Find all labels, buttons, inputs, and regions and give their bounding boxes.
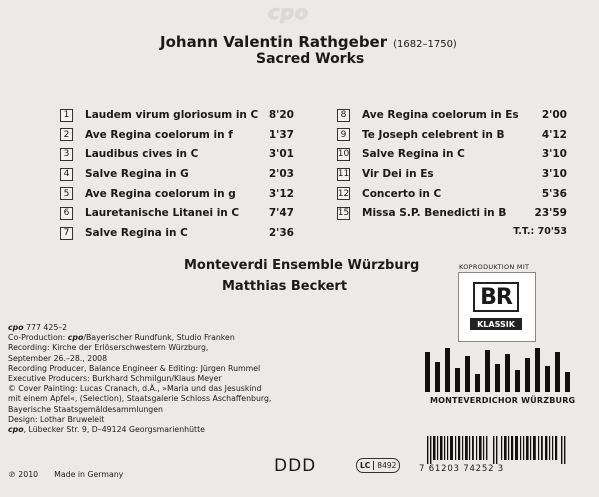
recording-date: September 26.–28., 2008 [8, 353, 108, 363]
track-duration: 2'00 [541, 109, 567, 121]
ensemble-name: Monteverdi Ensemble Würzburg [184, 258, 420, 273]
monteverdichor-logo [423, 348, 575, 392]
credits-block [8, 323, 328, 435]
track-duration: 23'59 [534, 207, 567, 220]
track-duration: 3'12 [268, 187, 294, 200]
producer-line: Recording Producer, Balance Engineer & Editing: Jürgen Rummel [8, 363, 261, 373]
track-title: Ave Regina coelorum in Es [362, 109, 519, 121]
track-item [337, 187, 567, 201]
track-item [60, 108, 296, 122]
album-subtitle: Sacred Works [256, 51, 365, 67]
tracklist-left [60, 108, 296, 240]
track-number: 10 [337, 149, 350, 160]
track-number: 9 [337, 128, 350, 141]
cover-painting-line-2: mit einem Apfel«, (Selection), Staatsgalerie Schloss Aschaffenburg, [8, 394, 272, 404]
track-item [337, 206, 567, 220]
track-item [60, 187, 296, 201]
phonogram-copyright: ℗ 2010 [8, 470, 39, 479]
monteverdichor-label: MONTEVERDICHOR WÜRZBURG [430, 396, 576, 405]
track-title: Ave Regina coelorum in f [85, 128, 233, 141]
track-title: Ave Regina coelorum in g [85, 187, 236, 200]
track-title: Salve Regina in G [85, 168, 189, 181]
track-item [60, 147, 296, 161]
track-item [60, 226, 296, 240]
track-number: 3 [60, 148, 73, 161]
cover-painting-line: © Cover Painting: Lucas Cranach, d.Ä., »Maria und das Jesuskind [8, 384, 262, 394]
track-number: 2 [60, 128, 73, 141]
address-line: cpo, Lübecker Str. 9, D–49124 Georgsmarienhütte [8, 425, 205, 435]
ddd-label: DDD [274, 456, 317, 476]
catalog-line [8, 323, 328, 333]
lc-number: 8492 [377, 461, 397, 470]
track-item [337, 128, 567, 142]
cover-painting-line-3: Bayerische Staatsgemäldesammlungen [8, 404, 163, 414]
track-duration: 4'12 [541, 128, 567, 141]
track-duration: 3'10 [541, 168, 567, 181]
track-number: 1 [60, 109, 73, 122]
coproduction-line: Co-Production: cpo/Bayerischer Rundfunk, Studio Franken [8, 333, 235, 343]
title-line [160, 32, 457, 51]
track-title: Concerto in C [362, 187, 442, 200]
design-line: Design: Lothar Bruweleit [8, 414, 105, 424]
track-duration: 2'03 [268, 168, 294, 181]
track-number: 8 [337, 109, 350, 122]
made-in-label: Made in Germany [54, 470, 124, 479]
composer-dates: (1682–1750) [393, 39, 457, 50]
copyright-line [8, 470, 123, 479]
cpo-mark: cpo [67, 333, 84, 343]
executive-producers: Executive Producers: Burkhard Schmilgun/Klaus Meyer [8, 374, 222, 384]
barcode-number: 7 61203 74252 3 [419, 464, 505, 474]
track-duration: 8'20 [268, 109, 294, 121]
cpo-mark: cpo [8, 323, 24, 332]
track-title: Laudem virum gloriosum in C [85, 109, 259, 121]
track-title: Missa S.P. Benedicti in B [362, 207, 507, 220]
track-duration: 3'01 [268, 148, 294, 161]
track-title: Laudibus cives in C [85, 148, 199, 161]
track-item [337, 167, 567, 181]
track-duration: 7'47 [268, 207, 294, 220]
track-number: 11 [337, 169, 350, 180]
koproduktion-label: KOPRODUKTION MIT [459, 263, 530, 271]
catalog-number: 777 425–2 [23, 323, 68, 332]
recording-line: Recording: Kirche der Erlöserschwestern Würzburg, [8, 343, 209, 353]
lc-prefix: LC [357, 461, 374, 470]
track-duration: 1'37 [268, 128, 294, 141]
total-time-row [337, 226, 567, 240]
track-number: 15 [337, 208, 350, 219]
track-duration: 3'10 [541, 148, 567, 161]
br-logo-letters: BR [473, 282, 519, 312]
track-item [60, 167, 296, 181]
track-title: Lauretanische Litanei in C [85, 207, 240, 220]
tracklist-right [337, 108, 567, 240]
track-item [60, 128, 296, 142]
total-time: T.T.: 70'53 [513, 226, 567, 238]
track-item [337, 108, 567, 122]
track-title: Salve Regina in C [362, 148, 465, 161]
track-duration: 2'36 [268, 227, 294, 240]
track-item [60, 206, 296, 220]
label-code [356, 458, 400, 473]
track-number: 5 [60, 187, 73, 200]
cpo-mark: cpo [8, 425, 24, 435]
barcode [427, 436, 567, 464]
track-number: 7 [60, 227, 73, 240]
br-klassik-text: KLASSIK [470, 318, 522, 330]
cpo-logo: cpo [268, 2, 309, 24]
track-item [337, 147, 567, 161]
track-title: Te Joseph celebrent in B [362, 128, 505, 141]
track-title: Salve Regina in C [85, 227, 188, 240]
track-title: Vir Dei in Es [362, 168, 434, 181]
composer-name: Johann Valentin Rathgeber [160, 33, 388, 51]
track-number: 4 [60, 168, 73, 181]
track-number: 6 [60, 207, 73, 220]
track-number: 12 [337, 188, 350, 199]
track-duration: 5'36 [541, 187, 567, 200]
conductor-name: Matthias Beckert [222, 279, 348, 294]
